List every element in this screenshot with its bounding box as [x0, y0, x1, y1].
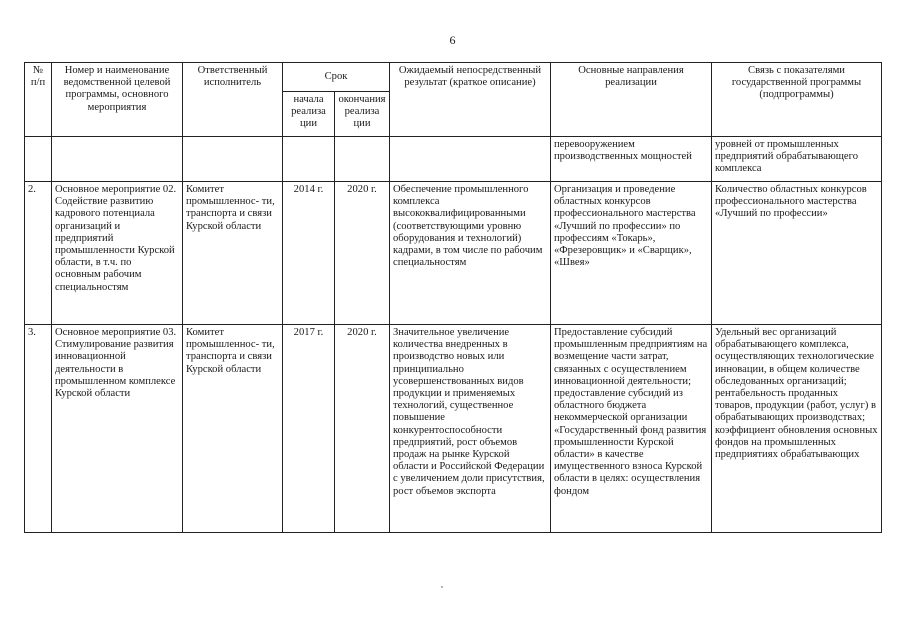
table-row-continuation	[25, 137, 882, 182]
header-term-end: окончания реализа ции	[335, 92, 390, 137]
cell-end: 2020 г.	[335, 325, 390, 533]
cell-executor	[183, 137, 283, 182]
cell-link: уровней от промышленных предприятий обрабатывающего комплекса	[712, 137, 882, 182]
cell-link: Удельный вес организаций обрабатывающего комплекса, осуществляющих технологические инновации, в общем количестве обследованных организаций; рентабельность проданных товаров, продукции (работ, услуг) в обрабатывающих производствах; коэффициент обновления основных фондов на промышленных предприятиях обрабатывающих	[712, 325, 882, 533]
cell-result	[390, 137, 551, 182]
cell-directions: перевооружением производственных мощностей	[551, 137, 712, 182]
cell-name: Основное мероприятие 02. Содействие развитию кадрового потенциала организаций и предприятий промышленности Курской области, в т.ч. по основным рабочим специальностям	[52, 182, 183, 325]
program-table	[24, 62, 882, 533]
cell-num: 2.	[25, 182, 52, 325]
header-link: Связь с показателями государственной программы (подпрограммы)	[712, 63, 882, 137]
scan-artifact	[441, 586, 443, 588]
cell-name	[52, 137, 183, 182]
header-term: Срок	[283, 63, 390, 92]
cell-result: Значительное увеличение количества внедренных в производство новых или принципиально усовершенствованных видов продукции и применяемых технологий, существенное повышение конкурентоспособности предприятий, рост объемов продаж на рынке Курской области и Российской Федерации с увеличением доли присутствия, рост объемов экспорта	[390, 325, 551, 533]
cell-end: 2020 г.	[335, 182, 390, 325]
cell-executor: Комитет промышленнос- ти, транспорта и связи Курской области	[183, 325, 283, 533]
cell-name: Основное мероприятие 03. Стимулирование развития инновационной деятельности в промышленном комплексе Курской области	[52, 325, 183, 533]
header-num: № п/п	[25, 63, 52, 137]
header-result: Ожидаемый непосредственный результат (краткое описание)	[390, 63, 551, 137]
cell-link: Количество областных конкурсов профессионального мастерства «Лучший по профессии»	[712, 182, 882, 325]
cell-result: Обеспечение промышленного комплекса высококвалифицированными (соответствующими уровню оборудования и технологий) кадрами, в том числе по рабочим специальностям	[390, 182, 551, 325]
header-row	[25, 63, 882, 92]
header-name: Номер и наименование ведомственной целевой программы, основного мероприятия	[52, 63, 183, 137]
cell-start: 2014 г.	[283, 182, 335, 325]
table-row	[25, 325, 882, 533]
header-term-start: начала реализа ции	[283, 92, 335, 137]
cell-num	[25, 137, 52, 182]
cell-num: 3.	[25, 325, 52, 533]
page-number: 6	[449, 33, 456, 47]
cell-executor: Комитет промышленнос- ти, транспорта и связи Курской области	[183, 182, 283, 325]
cell-start	[283, 137, 335, 182]
header-directions: Основные направления реализации	[551, 63, 712, 137]
cell-directions: Организация и проведение областных конкурсов профессионального мастерства «Лучший по профессии» по профессиям «Токарь», «Фрезеровщик» и «Сварщик», «Швея»	[551, 182, 712, 325]
cell-end	[335, 137, 390, 182]
table-row	[25, 182, 882, 325]
header-executor: Ответственный исполнитель	[183, 63, 283, 137]
cell-start: 2017 г.	[283, 325, 335, 533]
cell-directions: Предоставление субсидий промышленным предприятиям на возмещение части затрат, связанных с осуществлением инновационной деятельности; предоставление субсидий из областного бюджета некоммерческой организации «Государственный фонд развития промышленности Курской области» в качестве имущественного взноса Курской области в целях: осуществления фондом	[551, 325, 712, 533]
